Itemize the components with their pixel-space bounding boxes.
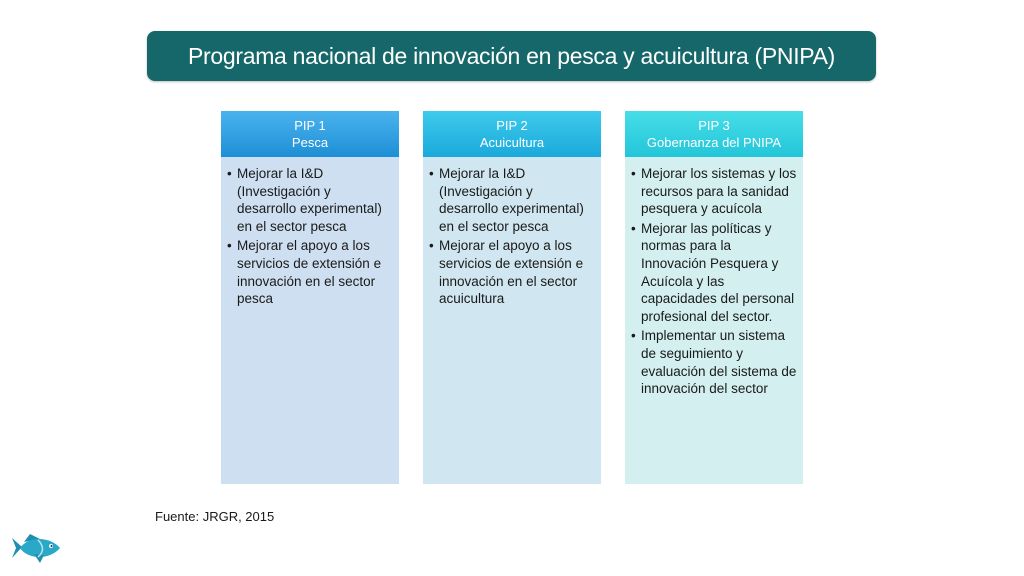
list-item: • Mejorar el apoyo a los servicios de extensión e innovación en el sector pesca [227,237,393,307]
pip-2-list [423,157,601,308]
pip-3-list [625,157,803,398]
pip-1-column [221,111,399,484]
fish-icon [10,530,62,566]
list-item: • Mejorar la I&D (Investigación y desarrollo experimental) en el sector pesca [227,165,393,235]
page-title-text: Programa nacional de innovación en pesca y acuicultura (PNIPA) [187,42,836,69]
pip-1-code: PIP 1 [294,118,326,133]
pip-2-header [423,111,601,157]
page-title [147,31,876,81]
pip-2-code: PIP 2 [496,118,528,133]
list-item: • Mejorar la I&D (Investigación y desarrollo experimental) en el sector pesca [429,165,595,235]
list-item: • Implementar un sistema de seguimiento y evaluación del sistema de innovación del sector [631,327,797,397]
pip-3-name: Gobernanza del PNIPA [646,135,782,150]
list-item: • Mejorar las políticas y normas para la Innovación Pesquera y Acuícola y las capacidades del personal profesional del sector. [631,220,797,326]
source-note: Fuente: JRGR, 2015 [155,509,275,524]
list-item: • Mejorar los sistemas y los recursos para la sanidad pesquera y acuícola [631,165,797,218]
pip-3-code: PIP 3 [698,118,730,133]
pip-3-column [625,111,803,484]
list-item: • Mejorar el apoyo a los servicios de extensión e innovación en el sector acuicultura [429,237,595,307]
pip-2-column [423,111,601,484]
pip-1-list [221,157,399,308]
pip-1-header [221,111,399,157]
pip-2-name: Acuicultura [479,135,545,150]
pip-1-name: Pesca [291,135,329,150]
pip-3-header [625,111,803,157]
